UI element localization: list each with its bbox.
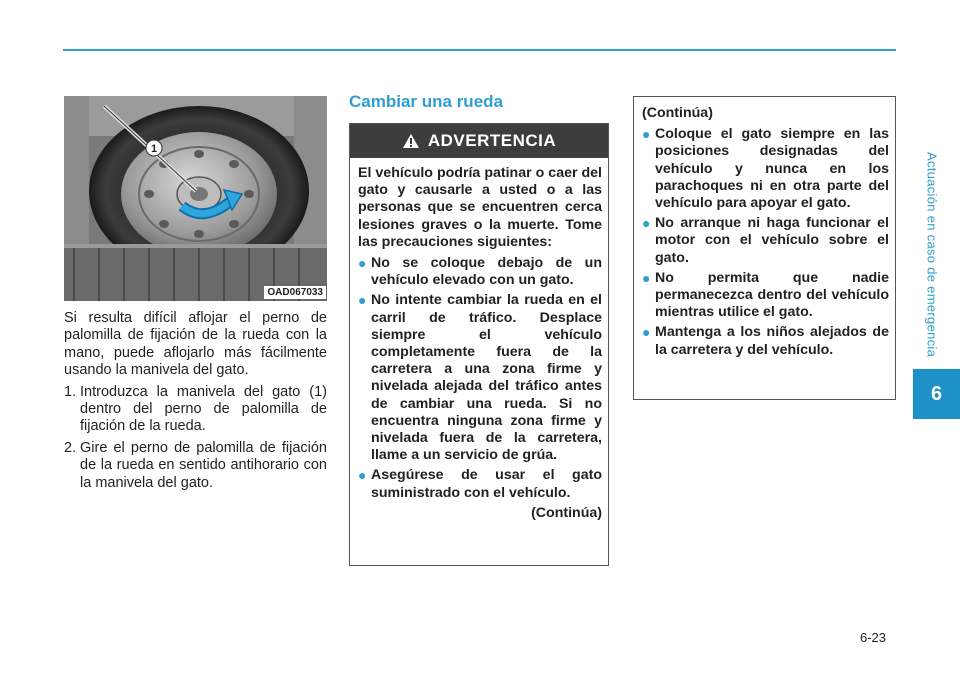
warning-item <box>358 467 602 501</box>
spare-wheel-illustration <box>64 96 327 301</box>
chapter-tab: 6 <box>913 369 960 419</box>
warning-item <box>358 292 602 464</box>
continued-body <box>634 97 895 368</box>
warning-header <box>350 124 608 158</box>
warning-item-text: No intente cambiar la rueda en el carril de tráfico. Desplace siempre el vehículo completamente fuera de la carretera a una zona firme y nivelada alejada del tráfico antes de cambiar una rueda. Si no encuentra ninguna zona firme y nivelada fuera de la carretera, llame a un servicio de grúa. <box>371 292 602 464</box>
warning-label: ADVERTENCIA <box>427 131 557 150</box>
step-item <box>64 440 327 492</box>
warning-list <box>358 255 602 502</box>
continued-item <box>642 215 889 267</box>
continued-item <box>642 126 889 212</box>
step-number: 1. <box>64 383 77 400</box>
bullet-icon: ● <box>642 215 651 232</box>
warning-item-text: No se coloque debajo de un vehículo elevado con un gato. <box>371 255 602 289</box>
step-list <box>64 384 327 492</box>
page-number: 6-23 <box>860 630 887 645</box>
spare-wheel-drawing <box>64 96 327 301</box>
step-number: 2. <box>64 439 77 456</box>
callout-number: 1 <box>150 143 158 155</box>
bullet-icon: ● <box>642 126 651 143</box>
warning-item <box>358 255 602 289</box>
step-item <box>64 384 327 436</box>
section-title: Cambiar una rueda <box>349 92 503 111</box>
bullet-icon: ● <box>358 255 367 272</box>
warning-triangle-icon <box>402 133 420 149</box>
intro-paragraph: Si resulta difícil aflojar el perno de palomilla de fijación de la rueda con la mano, puede aflojarlo más fácilmente usando la manivela del gato. <box>64 310 327 379</box>
continued-item-text: No arranque ni haga funcionar el motor con el vehículo sobre el gato. <box>655 215 889 266</box>
warning-item-text: Asegúrese de usar el gato suministrado con el vehículo. <box>371 467 602 501</box>
header-rule <box>63 49 896 51</box>
continued-list <box>642 126 889 359</box>
continued-item <box>642 324 889 358</box>
continued-item-text: No permita que nadie permanecezca dentro del vehículo mientras utilice el gato. <box>655 269 889 321</box>
continued-item-text: Mantenga a los niños alejados de la carretera y del vehículo. <box>655 324 889 358</box>
warning-box <box>349 123 609 566</box>
warning-body <box>350 158 608 528</box>
continued-item <box>642 270 889 322</box>
bullet-icon: ● <box>642 324 651 341</box>
step-text: Gire el perno de palomilla de fijación de la rueda en sentido antihorario con la manivela del gato. <box>80 439 327 491</box>
warning-intro: El vehículo podría patinar o caer del gato y causarle a usted o a las personas que se encuentren cerca lesiones graves o la muerte. Tome las precauciones siguientes: <box>358 165 602 250</box>
bullet-icon: ● <box>358 467 367 484</box>
left-column <box>64 310 327 496</box>
continued-heading: (Continúa) <box>642 105 713 121</box>
continued-item-text: Coloque el gato siempre en las posiciones designadas del vehículo y nunca en los parachoques ni en otra parte del vehículo para apoyar el gato. <box>655 126 889 212</box>
chapter-side-label: Actuación en caso de emergencia <box>924 152 940 358</box>
bullet-icon: ● <box>642 269 651 286</box>
bullet-icon: ● <box>358 292 367 309</box>
figure-code: OAD067033 <box>264 286 326 299</box>
continued-warning-box <box>633 96 896 400</box>
step-text: Introduzca la manivela del gato (1) dentro del perno de palomilla de fijación de la rueda. <box>80 383 327 435</box>
continues-note: (Continúa) <box>531 504 602 521</box>
